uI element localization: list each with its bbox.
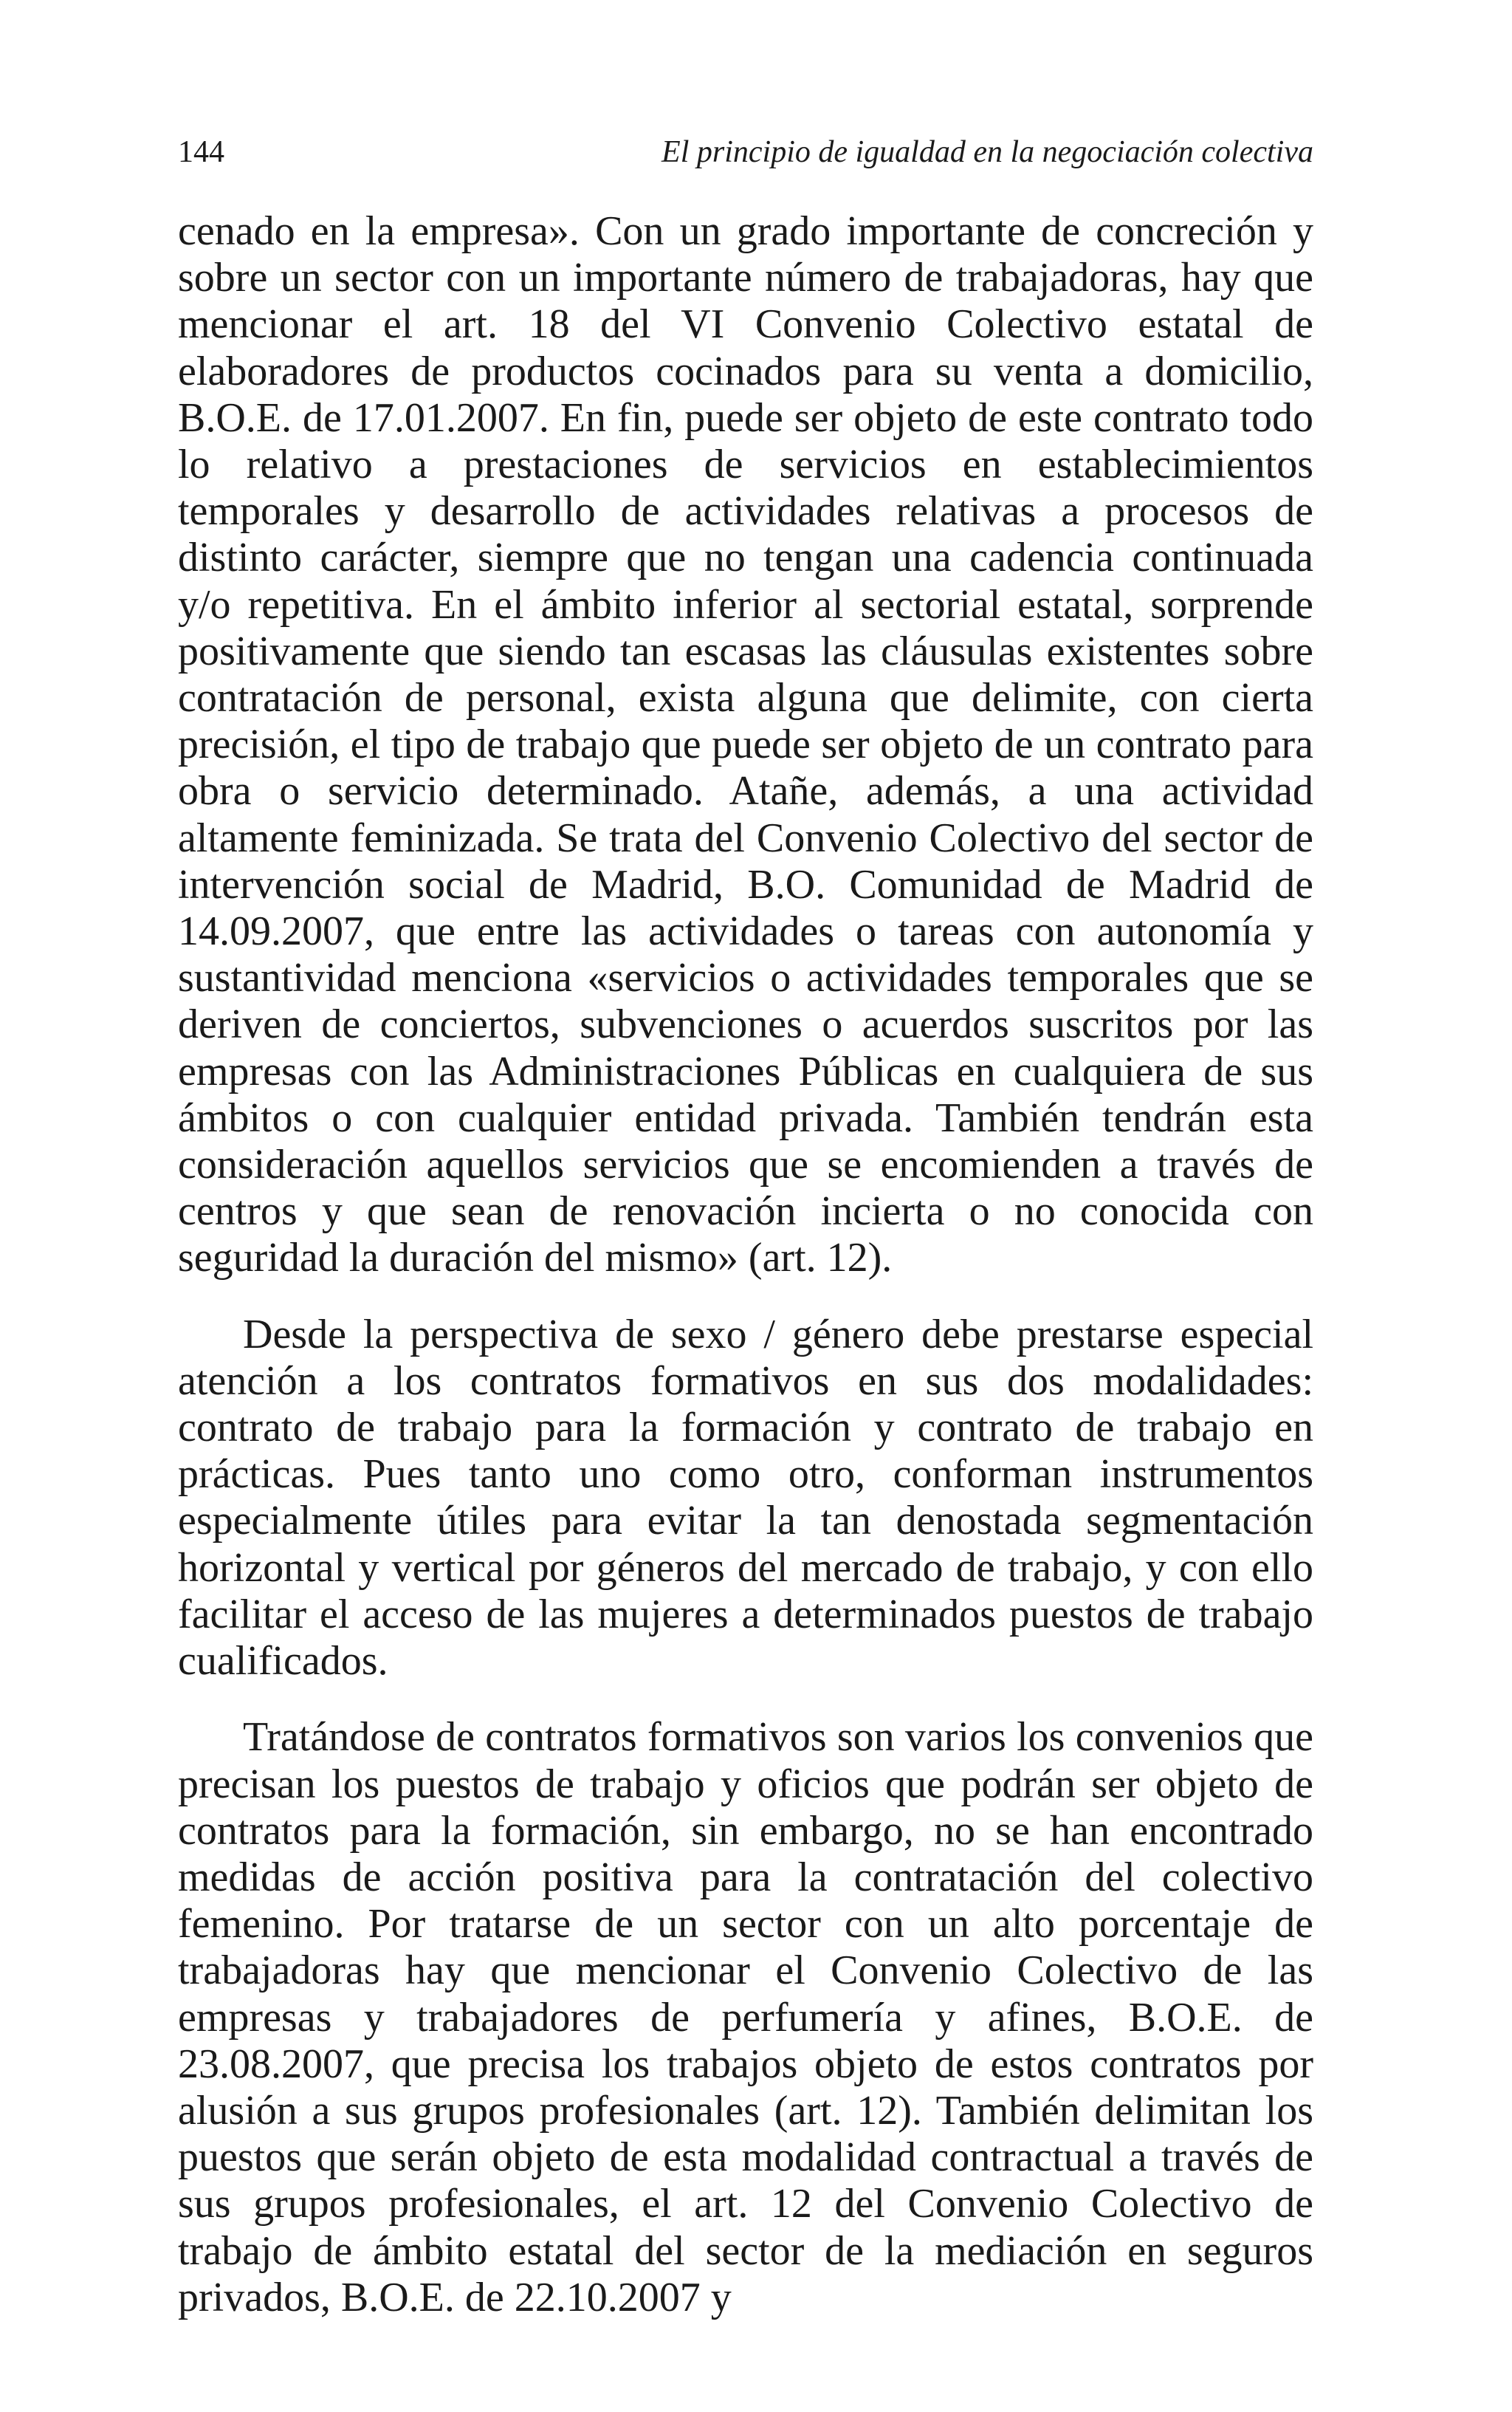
page-number: 144 xyxy=(178,135,224,169)
paragraph-continuation: cenado en la empresa». Con un grado importante de concreción y sobre un sector con un importante número de trabajadoras, hay que mencionar el art. 18 del VI Convenio Colectivo estatal de elaboradores de productos cocinados para su venta a domicilio, B.O.E. de 17.01.2007. En fin, puede ser objeto de este contrato todo lo relativo a prestaciones de servicios en establecimientos temporales y desarrollo de actividades relativas a procesos de distinto carácter, siempre que no tengan una cadencia continuada y/o repetitiva. En el ámbito inferior al sectorial estatal, sorprende positivamente que siendo tan escasas las cláusulas existentes sobre contratación de personal, exista alguna que delimite, con cierta precisión, el tipo de trabajo que puede ser objeto de un contrato para obra o servicio determinado. Atañe, además, a una actividad altamente feminizada. Se trata del Convenio Colectivo del sector de intervención social de Madrid, B.O. Comunidad de Madrid de 14.09.2007, que entre las actividades o tareas con autonomía y sustantividad menciona «servicios o actividades temporales que se deriven de conciertos, subvenciones o acuerdos suscritos por las empresas con las Administraciones Públicas en cualquiera de sus ámbitos o con cualquier entidad privada. También tendrán esta consideración aquellos servicios que se encomienden a través de centros y que sean de renovación incierta o no conocida con seguridad la duración del mismo» (art. 12). xyxy=(178,208,1313,1281)
running-header xyxy=(178,133,1313,171)
body-text xyxy=(178,208,1313,2321)
running-title: El principio de igualdad en la negociación colectiva xyxy=(662,135,1313,169)
paragraph-convenios-formacion: Tratándose de contratos formativos son varios los convenios que precisan los puestos de trabajo y oficios que podrán ser objeto de contratos para la formación, sin embargo, no se han encontrado medidas de acción positiva para la contratación del colectivo femenino. Por tratarse de un sector con un alto porcentaje de trabajadoras hay que mencionar el Convenio Colectivo de las empresas y trabajadores de perfumería y afines, B.O.E. de 23.08.2007, que precisa los trabajos objeto de estos contratos por alusión a sus grupos profesionales (art. 12). También delimitan los puestos que serán objeto de esta modalidad contractual a través de sus grupos profesionales, el art. 12 del Convenio Colectivo de trabajo de ámbito estatal del sector de la mediación en seguros privados, B.O.E. de 22.10.2007 y xyxy=(178,1714,1313,2320)
book-page xyxy=(178,133,1313,2351)
paragraph-contratos-formativos: Desde la perspectiva de sexo / género debe prestarse especial atención a los contratos formativos en sus dos modalidades: contrato de trabajo para la formación y contrato de trabajo en prácticas. Pues tanto uno como otro, conforman instrumentos especialmente útiles para evitar la tan denostada segmentación horizontal y vertical por géneros del mercado de trabajo, y con ello facilitar el acceso de las mujeres a determinados puestos de trabajo cualificados. xyxy=(178,1311,1313,1685)
